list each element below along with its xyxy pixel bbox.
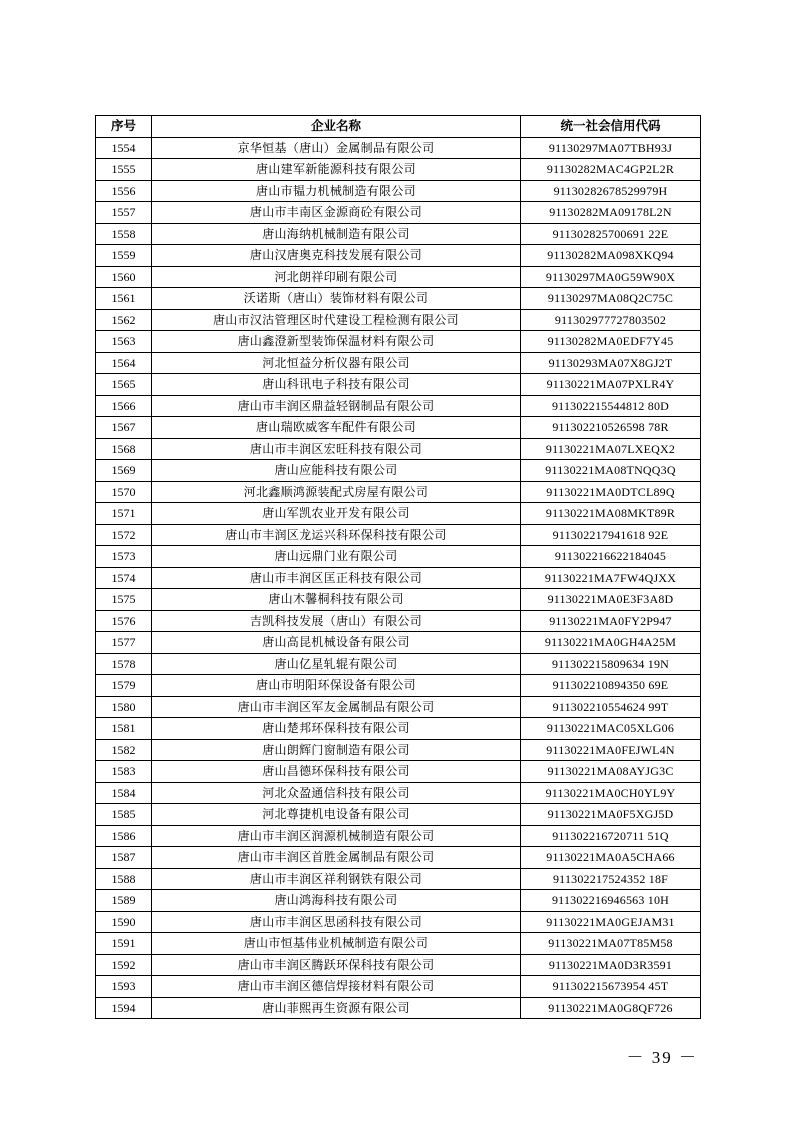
- row-seq: 1573: [96, 546, 152, 568]
- row-company-name: 唐山市丰润区军友金属制品有限公司: [152, 696, 521, 718]
- row-credit-code: 911302210894350 69E: [521, 675, 701, 697]
- row-credit-code: 91130221MA0FEJWL4N: [521, 739, 701, 761]
- row-credit-code: 91130221MA0F5XGJ5D: [521, 804, 701, 826]
- row-credit-code: 91130297MA08Q2C75C: [521, 288, 701, 310]
- row-company-name: 唐山军凯农业开发有限公司: [152, 503, 521, 525]
- row-credit-code: 91130297MA0G59W90X: [521, 266, 701, 288]
- table-row: [96, 309, 701, 331]
- row-company-name: 唐山亿星轧辊有限公司: [152, 653, 521, 675]
- row-company-name: 唐山市明阳环保设备有限公司: [152, 675, 521, 697]
- row-company-name: 唐山昌德环保科技有限公司: [152, 761, 521, 783]
- row-company-name: 唐山朗辉门窗制造有限公司: [152, 739, 521, 761]
- table-row: [96, 675, 701, 697]
- table-row: [96, 782, 701, 804]
- row-company-name: 京华恒基（唐山）金属制品有限公司: [152, 137, 521, 159]
- row-company-name: 唐山楚邦环保科技有限公司: [152, 718, 521, 740]
- row-credit-code: 911302215544812 80D: [521, 395, 701, 417]
- row-credit-code: 91130293MA07X8GJ2T: [521, 352, 701, 374]
- table-row: [96, 847, 701, 869]
- row-seq: 1576: [96, 610, 152, 632]
- row-company-name: 唐山建军新能源科技有限公司: [152, 159, 521, 181]
- row-company-name: 河北朗祥印刷有限公司: [152, 266, 521, 288]
- row-seq: 1570: [96, 481, 152, 503]
- row-company-name: 唐山木馨桐科技有限公司: [152, 589, 521, 611]
- row-credit-code: 911302215673954 45T: [521, 976, 701, 998]
- row-seq: 1564: [96, 352, 152, 374]
- row-credit-code: 91130282MAC4GP2L2R: [521, 159, 701, 181]
- row-credit-code: 91130221MA07PXLR4Y: [521, 374, 701, 396]
- row-company-name: 唐山海纳机械制造有限公司: [152, 223, 521, 245]
- table-row: [96, 804, 701, 826]
- table-row: [96, 524, 701, 546]
- row-seq: 1584: [96, 782, 152, 804]
- row-credit-code: 91130221MA08MKT89R: [521, 503, 701, 525]
- row-credit-code: 911302825700691 22E: [521, 223, 701, 245]
- row-company-name: 唐山高昆机械设备有限公司: [152, 632, 521, 654]
- row-seq: 1571: [96, 503, 152, 525]
- table-row: [96, 696, 701, 718]
- table-row: [96, 589, 701, 611]
- row-company-name: 唐山市丰润区德信焊接材料有限公司: [152, 976, 521, 998]
- enterprise-table: [95, 115, 701, 1019]
- table-row: [96, 761, 701, 783]
- row-credit-code: 91130221MA0E3F3A8D: [521, 589, 701, 611]
- row-credit-code: 911302216946563 10H: [521, 890, 701, 912]
- row-seq: 1569: [96, 460, 152, 482]
- table-row: [96, 868, 701, 890]
- table-row: [96, 825, 701, 847]
- table-row: [96, 395, 701, 417]
- table-row: [96, 180, 701, 202]
- row-credit-code: 91130221MAC05XLG06: [521, 718, 701, 740]
- row-credit-code: 91130221MA7FW4QJXX: [521, 567, 701, 589]
- row-company-name: 唐山市丰润区润源机械制造有限公司: [152, 825, 521, 847]
- table-row: [96, 159, 701, 181]
- table-row: [96, 288, 701, 310]
- row-credit-code: 91130221MA0A5CHA66: [521, 847, 701, 869]
- row-credit-code: 91130221MA0CH0YL9Y: [521, 782, 701, 804]
- page-number: － 39 －: [626, 1048, 698, 1067]
- table-row: [96, 137, 701, 159]
- row-seq: 1575: [96, 589, 152, 611]
- row-company-name: 唐山科讯电子科技有限公司: [152, 374, 521, 396]
- row-credit-code: 91130221MA08AYJG3C: [521, 761, 701, 783]
- row-company-name: 沃诺斯（唐山）装饰材料有限公司: [152, 288, 521, 310]
- table-row: [96, 245, 701, 267]
- table-row: [96, 954, 701, 976]
- row-seq: 1577: [96, 632, 152, 654]
- row-seq: 1582: [96, 739, 152, 761]
- row-company-name: 河北鑫顺鸿源装配式房屋有限公司: [152, 481, 521, 503]
- row-credit-code: 911302217524352 18F: [521, 868, 701, 890]
- row-seq: 1559: [96, 245, 152, 267]
- row-credit-code: 91130221MA08TNQQ3Q: [521, 460, 701, 482]
- row-seq: 1583: [96, 761, 152, 783]
- table-row: [96, 438, 701, 460]
- table-row: [96, 223, 701, 245]
- table-row: [96, 374, 701, 396]
- row-company-name: 唐山市韫力机械制造有限公司: [152, 180, 521, 202]
- row-seq: 1581: [96, 718, 152, 740]
- row-company-name: 唐山市丰润区龙运兴科环保科技有限公司: [152, 524, 521, 546]
- header-credit-code: 统一社会信用代码: [521, 116, 701, 138]
- row-company-name: 唐山市丰南区金源商砼有限公司: [152, 202, 521, 224]
- table-row: [96, 352, 701, 374]
- row-seq: 1562: [96, 309, 152, 331]
- table-row: [96, 417, 701, 439]
- table-row: [96, 933, 701, 955]
- table-row: [96, 632, 701, 654]
- table-row: [96, 976, 701, 998]
- row-company-name: 唐山市丰润区腾跃环保科技有限公司: [152, 954, 521, 976]
- row-company-name: 河北恒益分析仪器有限公司: [152, 352, 521, 374]
- row-seq: 1560: [96, 266, 152, 288]
- row-credit-code: 91130221MA0GH4A25M: [521, 632, 701, 654]
- row-seq: 1572: [96, 524, 152, 546]
- row-seq: 1593: [96, 976, 152, 998]
- row-seq: 1579: [96, 675, 152, 697]
- row-company-name: 唐山市丰润区祥利钢铁有限公司: [152, 868, 521, 890]
- row-seq: 1563: [96, 331, 152, 353]
- header-seq: 序号: [96, 116, 152, 138]
- row-seq: 1558: [96, 223, 152, 245]
- row-seq: 1587: [96, 847, 152, 869]
- row-company-name: 唐山市汉沽管理区时代建设工程检测有限公司: [152, 309, 521, 331]
- row-credit-code: 91130282MA098XKQ94: [521, 245, 701, 267]
- row-company-name: 唐山市恒基伟业机械制造有限公司: [152, 933, 521, 955]
- row-seq: 1568: [96, 438, 152, 460]
- row-credit-code: 91130221MA07LXEQX2: [521, 438, 701, 460]
- row-company-name: 河北尊捷机电设备有限公司: [152, 804, 521, 826]
- table-row: [96, 503, 701, 525]
- row-company-name: 唐山市丰润区匡正科技有限公司: [152, 567, 521, 589]
- row-seq: 1585: [96, 804, 152, 826]
- row-seq: 1592: [96, 954, 152, 976]
- table-row: [96, 567, 701, 589]
- row-seq: 1591: [96, 933, 152, 955]
- row-credit-code: 91130221MA0DTCL89Q: [521, 481, 701, 503]
- table-row: [96, 997, 701, 1019]
- row-company-name: 唐山鸿海科技有限公司: [152, 890, 521, 912]
- row-seq: 1580: [96, 696, 152, 718]
- table-row: [96, 202, 701, 224]
- row-company-name: 吉凯科技发展（唐山）有限公司: [152, 610, 521, 632]
- row-seq: 1590: [96, 911, 152, 933]
- table-row: [96, 331, 701, 353]
- row-credit-code: 91130221MA0FY2P947: [521, 610, 701, 632]
- row-company-name: 唐山市丰润区鼎益轻钢制品有限公司: [152, 395, 521, 417]
- row-seq: 1554: [96, 137, 152, 159]
- table-row: [96, 739, 701, 761]
- row-credit-code: 91130221MA0G8QF726: [521, 997, 701, 1019]
- table-row: [96, 610, 701, 632]
- row-seq: 1586: [96, 825, 152, 847]
- row-company-name: 唐山鑫澄新型装饰保温材料有限公司: [152, 331, 521, 353]
- table-row: [96, 911, 701, 933]
- row-credit-code: 911302217941618 92E: [521, 524, 701, 546]
- row-credit-code: 911302210554624 99T: [521, 696, 701, 718]
- row-seq: 1566: [96, 395, 152, 417]
- row-seq: 1578: [96, 653, 152, 675]
- table-header-row: [96, 116, 701, 138]
- row-seq: 1567: [96, 417, 152, 439]
- header-company-name: 企业名称: [152, 116, 521, 138]
- row-company-name: 唐山远鼎门业有限公司: [152, 546, 521, 568]
- table-row: [96, 460, 701, 482]
- row-seq: 1574: [96, 567, 152, 589]
- row-seq: 1557: [96, 202, 152, 224]
- table-row: [96, 481, 701, 503]
- row-credit-code: 91130221MA0D3R3591: [521, 954, 701, 976]
- row-seq: 1589: [96, 890, 152, 912]
- row-company-name: 河北众盈通信科技有限公司: [152, 782, 521, 804]
- row-credit-code: 911302216622184045: [521, 546, 701, 568]
- row-credit-code: 911302215809634 19N: [521, 653, 701, 675]
- row-seq: 1556: [96, 180, 152, 202]
- row-credit-code: 911302216720711 51Q: [521, 825, 701, 847]
- row-credit-code: 911302210526598 78R: [521, 417, 701, 439]
- row-company-name: 唐山菲熙再生资源有限公司: [152, 997, 521, 1019]
- row-credit-code: 91130221MA07T85M58: [521, 933, 701, 955]
- row-seq: 1561: [96, 288, 152, 310]
- row-company-name: 唐山瑞欧威客车配件有限公司: [152, 417, 521, 439]
- row-credit-code: 91130282678529979H: [521, 180, 701, 202]
- row-credit-code: 91130221MA0GEJAM31: [521, 911, 701, 933]
- row-company-name: 唐山汉唐奥克科技发展有限公司: [152, 245, 521, 267]
- row-seq: 1594: [96, 997, 152, 1019]
- row-seq: 1555: [96, 159, 152, 181]
- table-row: [96, 653, 701, 675]
- row-company-name: 唐山市丰润区首胜金属制品有限公司: [152, 847, 521, 869]
- table-row: [96, 266, 701, 288]
- row-company-name: 唐山市丰润区思函科技有限公司: [152, 911, 521, 933]
- row-credit-code: 91130282MA0EDF7Y45: [521, 331, 701, 353]
- row-seq: 1588: [96, 868, 152, 890]
- row-credit-code: 91130297MA07TBH93J: [521, 137, 701, 159]
- row-company-name: 唐山应能科技有限公司: [152, 460, 521, 482]
- table-row: [96, 890, 701, 912]
- row-company-name: 唐山市丰润区宏旺科技有限公司: [152, 438, 521, 460]
- row-seq: 1565: [96, 374, 152, 396]
- table-row: [96, 546, 701, 568]
- table-row: [96, 718, 701, 740]
- row-credit-code: 911302977727803502: [521, 309, 701, 331]
- row-credit-code: 91130282MA09178L2N: [521, 202, 701, 224]
